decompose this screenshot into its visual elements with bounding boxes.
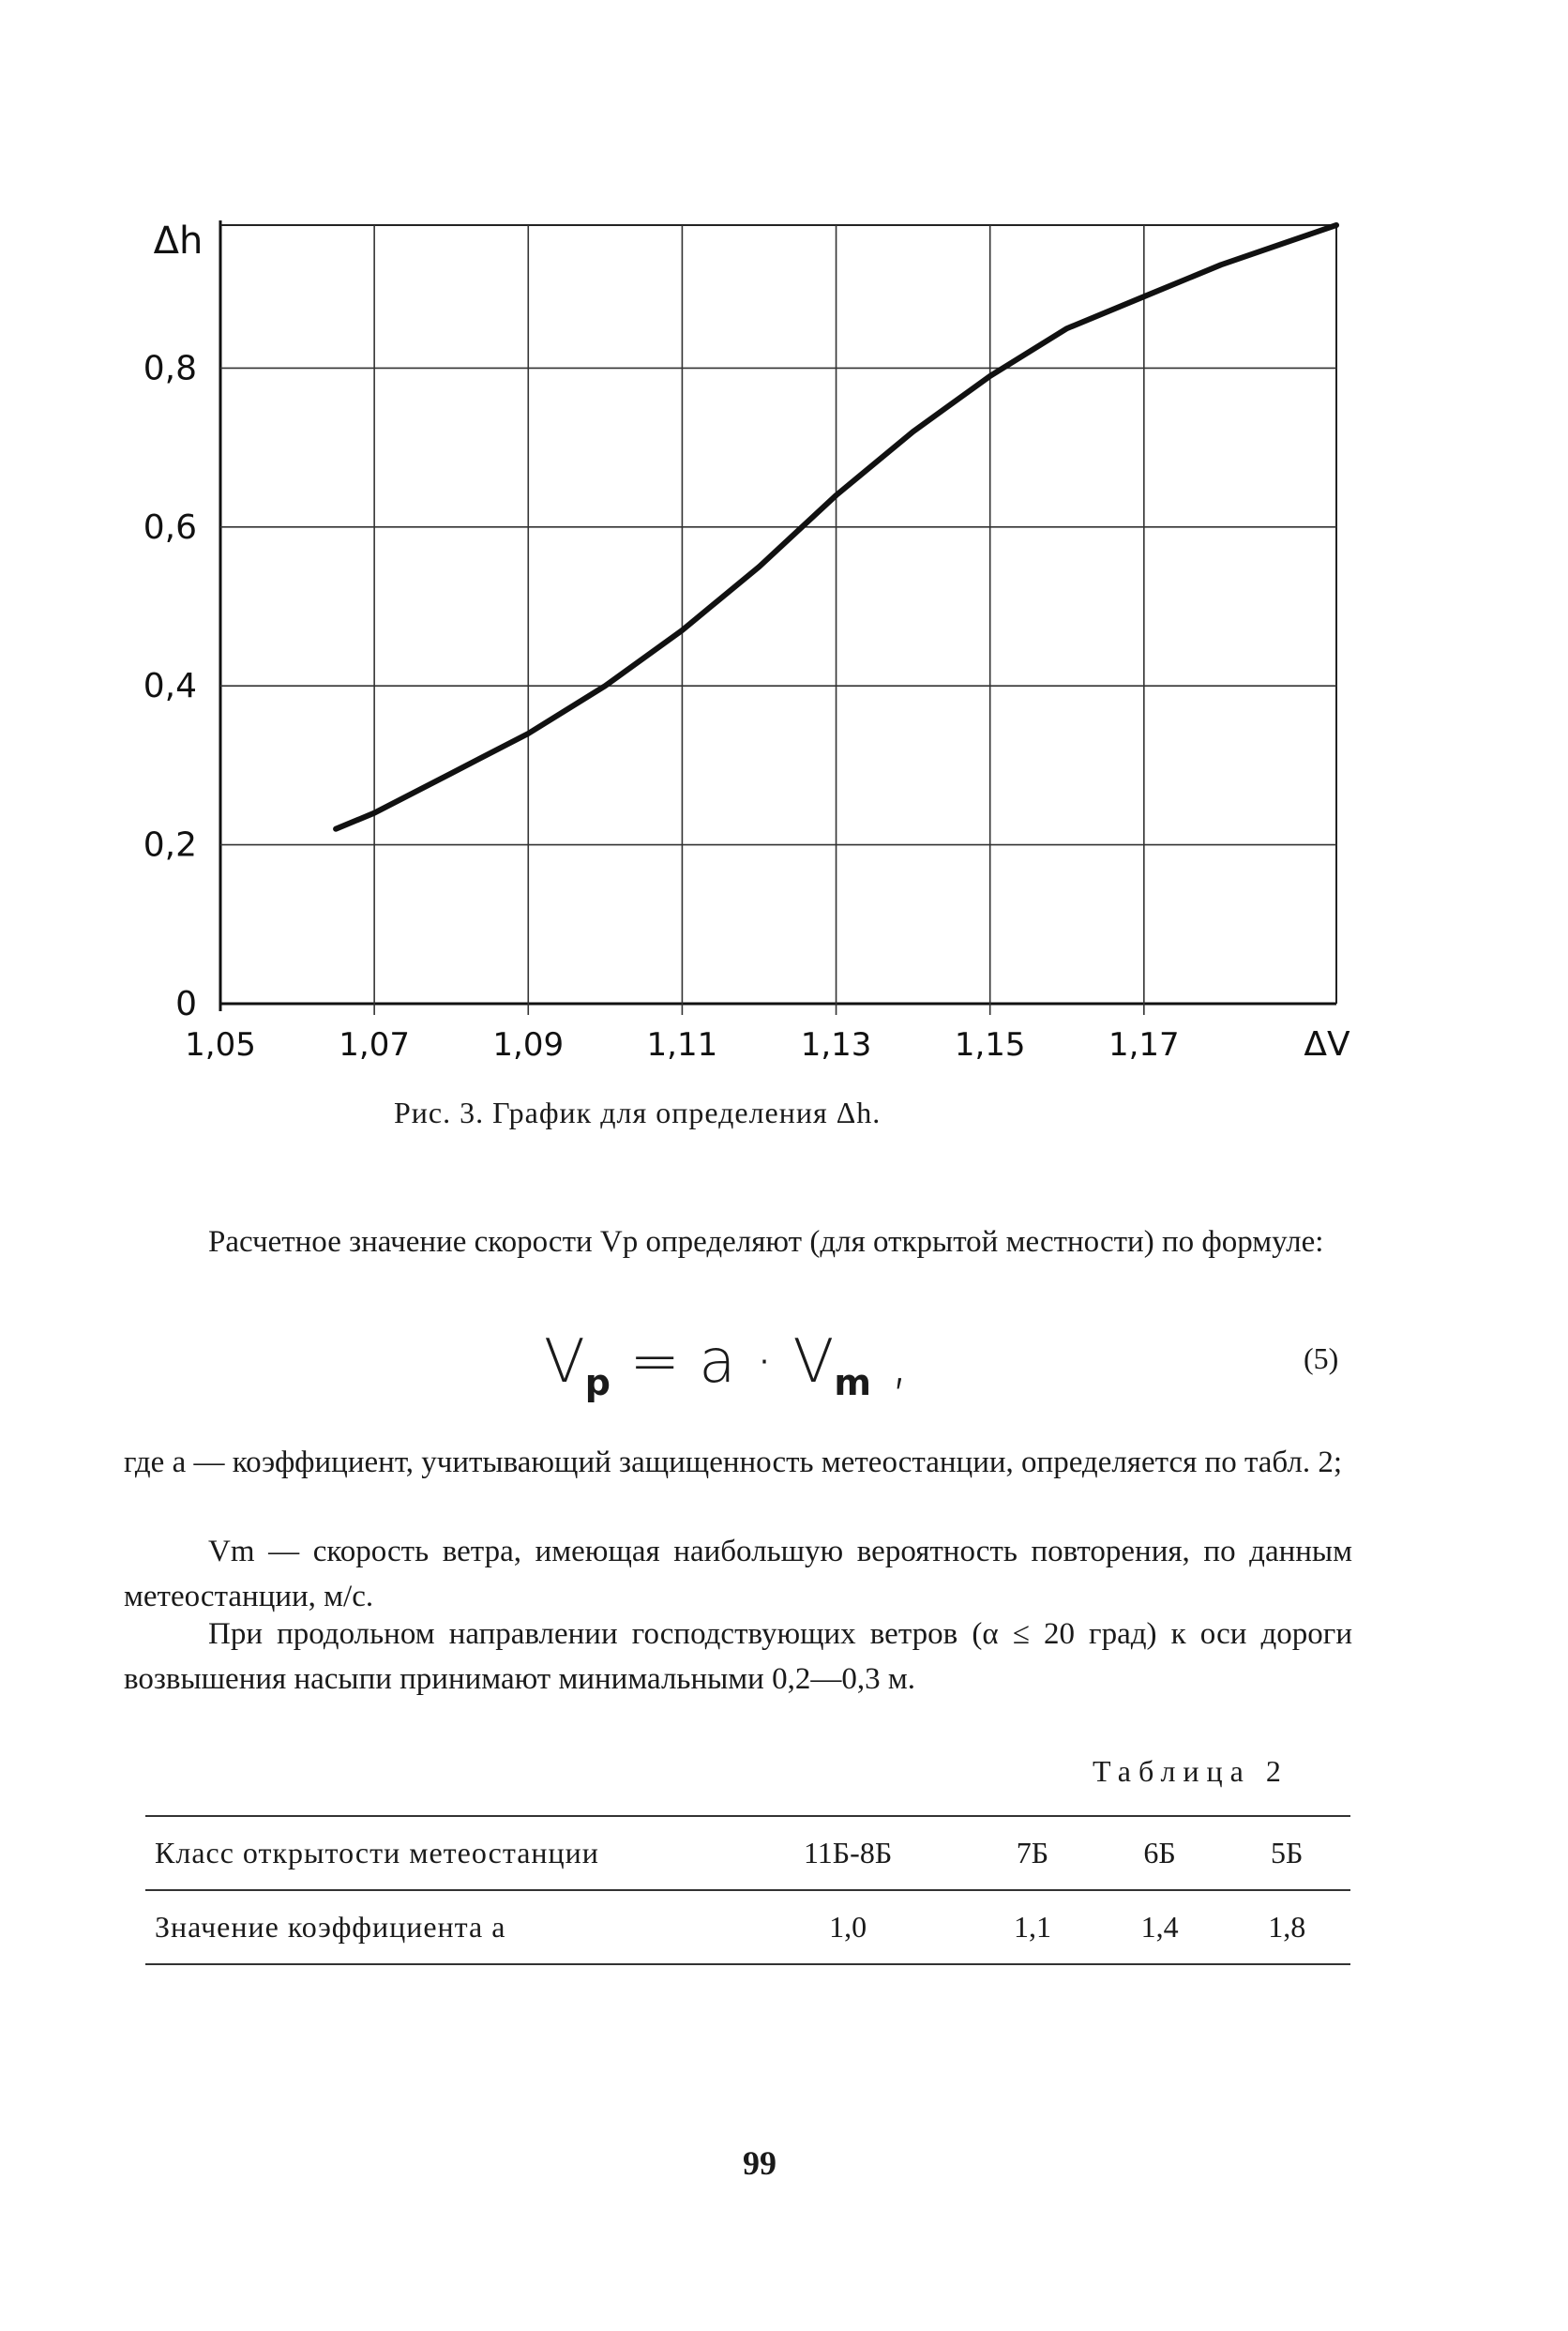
table-row-label: Значение коэффициента а xyxy=(145,1890,727,1964)
formula-rhs: = a · V xyxy=(629,1327,835,1397)
paragraph-vm: Vm — скорость ветра, имеющая наибольшую вероятность повторения, по данным метеостанции, м/с. xyxy=(124,1535,1352,1613)
formula-tail: , xyxy=(870,1327,910,1397)
table-cell: 1,1 xyxy=(969,1890,1096,1964)
x-axis-label: ΔV xyxy=(1304,1025,1350,1064)
x-tick-label: 1,15 xyxy=(954,1026,1026,1064)
table-cell: 11Б-8Б xyxy=(727,1816,969,1890)
y-tick-label: 0,6 xyxy=(143,507,197,547)
y-tick-label: 0,2 xyxy=(143,825,197,865)
formula-lhs-sub: p xyxy=(584,1361,611,1403)
coefficient-table xyxy=(145,1815,1350,1965)
equation-number: (5) xyxy=(1304,1341,1339,1375)
table-row-label: Класс открытости метеостанции xyxy=(145,1816,727,1890)
table-title: Таблица 2 xyxy=(1093,1754,1289,1788)
table-cell: 1,8 xyxy=(1223,1890,1350,1964)
x-tick-label: 1,17 xyxy=(1108,1026,1180,1064)
table-row xyxy=(145,1816,1350,1890)
x-tick-label: 1,09 xyxy=(492,1026,565,1064)
figure-caption: Рис. 3. График для определения Δh. xyxy=(394,1096,882,1129)
page-number: 99 xyxy=(743,2144,776,2182)
table-cell: 5Б xyxy=(1223,1816,1350,1890)
y-tick-label: 0,8 xyxy=(143,349,197,388)
formula-5 xyxy=(544,1327,910,1403)
x-tick-label: 1,13 xyxy=(800,1026,872,1064)
table-cell: 1,4 xyxy=(1096,1890,1224,1964)
table-cell: 6Б xyxy=(1096,1816,1224,1890)
formula-lhs: V xyxy=(544,1327,585,1397)
paragraph-coefficient-a: где а — коэффициент, учитывающий защищенность метеостанции, определяется по табл. 2; xyxy=(124,1446,1343,1479)
table-cell: 7Б xyxy=(969,1816,1096,1890)
x-tick-label: 1,07 xyxy=(339,1026,410,1064)
formula-rhs-sub: m xyxy=(834,1361,871,1403)
dh-chart xyxy=(141,202,1369,1079)
paragraph-formula-intro: Расчетное значение скорости Vр определяют (для открытой местности) по формуле: xyxy=(208,1225,1324,1259)
table-row xyxy=(145,1890,1350,1964)
x-tick-label: 1,05 xyxy=(185,1026,256,1064)
y-axis-label: Δh xyxy=(153,219,204,263)
table-cell: 1,0 xyxy=(727,1890,969,1964)
x-tick-label: 1,11 xyxy=(646,1026,718,1064)
y-tick-label: 0,4 xyxy=(143,667,197,706)
paragraph-longitudinal-wind: При продольном направлении господствующих ветров (α ≤ 20 град) к оси дороги возвышения насыпи принимают минимальными 0,2—0,3 м. xyxy=(124,1617,1352,1696)
y-tick-label: 0 xyxy=(175,985,197,1023)
